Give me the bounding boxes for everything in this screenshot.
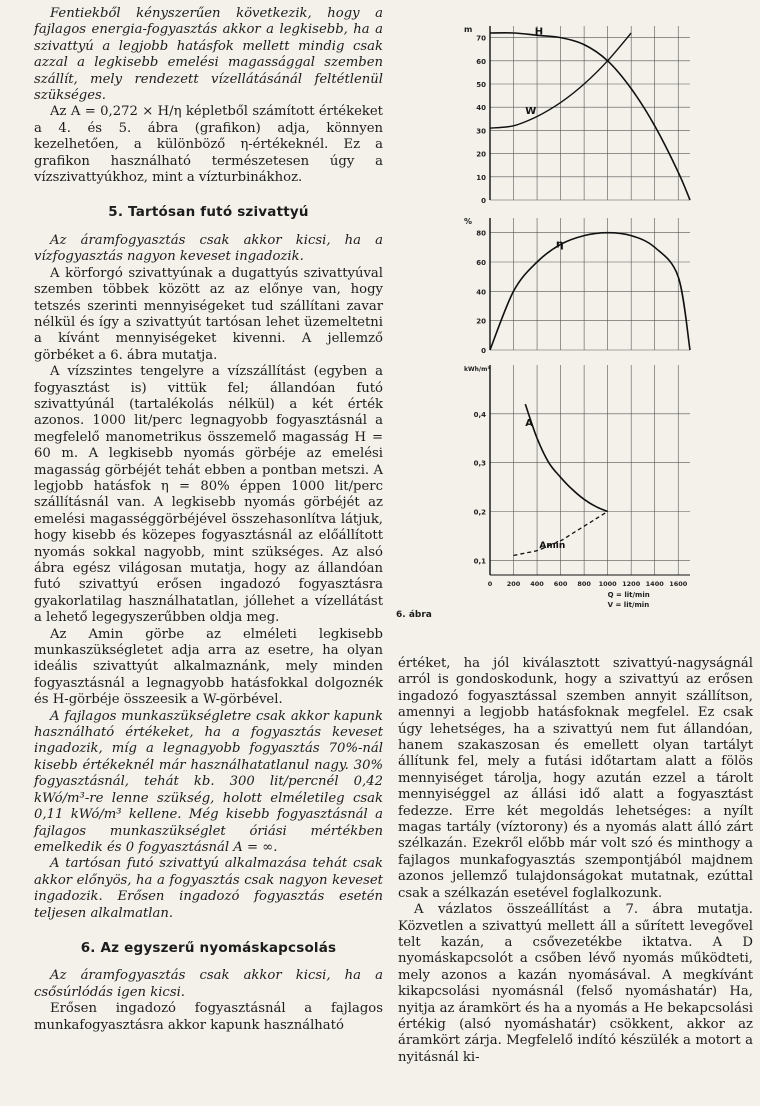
- x-axis-label-q: Q = lit/min: [607, 591, 650, 599]
- figure-6-chart: [455, 20, 755, 620]
- section-heading-5: 5. Tartósan futó szivattyú: [108, 204, 309, 221]
- paragraph-continued: értéket, ha jól kiválasztott szivattyú-nagyságnál arról is gondoskodunk, hogy a szivattyú az erősen ingadozó fogyasztással szemben annyit szállítson, amennyi a legjobb hatásfoknak megfelel. Ez csak úgy lehetséges, ha a szivattyú nem fut állandóan, hanem szakaszosan és emellett olyan tartályt állítunk fel, mely a futási időtartam alatt a fölös mennyiséget tárolja, hogy azután ezzel a tárolt mennyiséggel az állási idő alatt a fogyasztást fedezze. Erre két megoldás lehetséges: a nyílt magas tartály (víztorony) és a nyomás alatt álló zárt szélkazán. Ezekről előbb már volt szó és minthogy a fajlagos munkafogyasztás szempontjából majdnem azonos jellemző tulajdonságokat mutatnak, ezúttal csak a szélkazán esetével foglalkozunk.: [398, 656, 753, 901]
- section-5-paragraph-5: A tartósan futó szivattyú alkalmazása tehát csak akkor előnyös, ha a fogyasztás csak nagyon keveset ingadozik. Erősen ingadozó fogyasztás esetén teljesen alkalmatlan.: [34, 856, 383, 921]
- paragraph-intro: Fentiekből kényszerűen következik, hogy a fajlagos energia-fogyasztás akkor a legkisebb, ha a szivattyú a legjobb hatásfok mellett mindig csak azzal a legkisebb emelési magassággal szemben szállít, mely rendezett vízellátásánál feltétlenül szükséges.: [34, 6, 383, 104]
- section-5-paragraph-3: Az Amin görbe az elméleti legkisebb munkaszükségletet adja arra az esetre, ha olyan ideális szivattyút alkalmaznánk, mely minden fogyasztásnál a legnagyobb hatásfokkal dolgoznék és H-görbéje összeesik a W-görbével.: [34, 626, 383, 708]
- section-5-paragraph-2: A vízszintes tengelyre a vízszállítást (egyben a fogyasztást is) vittük fel; állandóan futó szivattyúnál (tartalékolás nélkül) a két érték azonos. 1000 lit/perc legnagyobb fogyasztásnál a megfelelő manometrikus összemelő magasság H = 60 m. A legkisebb nyomás görbéje az emelési magasság görbéjét tehát ebben a pontban metszi. A legjobb hatásfok η = 80% éppen 1000 lit/perc szállításnál van. A legkisebb nyomás görbéjét az emelési magasséggörbéjével összehasonlítva látjuk, hogy kisebb és közepes fogyasztásnál az előállított nyomás sokkal nagyobb, mint szükséges. Az alsó ábra egész világosan mutatja, hogy az állandóan futó szivattyú erősen ingadozó fogyasztásra gyakorlatilag használhatatlan, jóllehet a vízellátást a lehető legegyszerűbben oldja meg.: [34, 364, 383, 626]
- x-tick-label-6: 1200: [622, 580, 641, 588]
- curve-H: [490, 33, 690, 200]
- y-tick-label-mid-4: 0: [481, 347, 486, 355]
- section-5-lead: Az áramfogyasztás csak akkor kicsi, ha a vízfogyasztás nagyon keveset ingadozik.: [34, 232, 383, 265]
- section-6-lead: Az áramfogyasztás csak akkor kicsi, ha a csősúrlódás igen kicsi.: [34, 968, 383, 1000]
- y-tick-label-mid-2: 40: [476, 288, 486, 297]
- curve-A: [525, 404, 607, 511]
- y-tick-label-mid-3: 20: [476, 317, 486, 326]
- section-5-paragraph-1: A körforgó szivattyúnak a dugattyús szivattyúval szemben többek között az az előnye van, hogy tetszés szerinti mennyiségeket tud szállítani zavar nélkül és így a szivattyút tartósan lehet üzemeltetni a kívánt mennyiségeket kivenni. A jellemző görbéket a 6. ábra mutatja.: [34, 265, 383, 363]
- label-eta: η: [555, 237, 564, 251]
- x-tick-label-0: 0: [487, 580, 493, 588]
- y-tick-label-top-0: 70: [476, 34, 486, 43]
- label-Amin: Amin: [539, 541, 566, 552]
- section-heading-6: 6. Az egyszerű nyomáskapcsolás: [80, 939, 337, 956]
- right-column: [398, 656, 753, 1066]
- label-W: W: [525, 106, 537, 118]
- y-tick-label-bot-2: 0,2: [473, 508, 486, 517]
- paragraph-2: A vázlatos összeállítást a 7. ábra mutatja. Közvetlen a szivattyú mellett áll a sűrített levegővel telt kazán, a csővezetékbe iktatva. A D nyomáskapcsolót a csőben lévő nyomás működteti, mely azonos a kazán nyomásával. A megkívánt kikapcsolási nyomásnál (felső nyomáshatár) Ha, nyitja az áramkört és ha a nyomás a He bekapcsolási értékig (alsó nyomáshatár) csökkent, akkor az áramkört zárja. Megfelelő indító készülék a motort a nyitásnál ki-: [398, 902, 753, 1065]
- section-5-paragraph-4: A fajlagos munkaszükségletre csak akkor kapunk használható értékeket, ha a fogyasztás keveset ingadozik, míg a legnagyobb fogyasztás 70%-nál kisebb értékeknél már használhatatlanul nagy. 30% fogyasztásnál, tehát kb. 300 lit/percnél 0,42 kWó/m³-re lenne szükség, holott elméletileg csak 0,11 kWó/m³ kellene. Még kisebb fogyasztásnál a fajlagos munkaszükséglet óriási mértékben emelkedik és 0 fogyasztásnál A = ∞.: [34, 708, 383, 855]
- y-tick-label-bot-3: 0,1: [473, 557, 486, 566]
- y-tick-label-mid-0: 80: [476, 229, 486, 238]
- y-tick-label-bot-1: 0,3: [473, 459, 486, 468]
- y-unit-top: m: [464, 25, 473, 34]
- x-axis-label-v: V = lit/min: [607, 601, 650, 609]
- paragraph-formula: Az A = 0,272 × H/η képletből számított értékeket a 4. és 5. ábra (grafikon) adja, könnyen kezelhetően, a különböző η-értékeknél. Ez a grafikon használható természetesen úgy a vízszivattyúkhoz, mint a vízturbinákhoz.: [34, 104, 383, 186]
- y-tick-label-top-4: 30: [476, 127, 486, 136]
- y-tick-label-top-5: 20: [476, 150, 486, 159]
- y-tick-label-top-7: 0: [481, 197, 486, 205]
- x-tick-label-2: 400: [530, 580, 544, 588]
- x-tick-label-1: 200: [506, 580, 521, 588]
- x-tick-label-7: 1400: [645, 580, 664, 588]
- x-tick-label-8: 1600: [669, 580, 688, 588]
- label-A: A: [525, 418, 534, 430]
- left-column: [34, 6, 383, 1034]
- y-tick-label-top-6: 10: [476, 173, 486, 182]
- y-tick-label-top-1: 60: [476, 57, 486, 66]
- y-tick-label-top-2: 50: [476, 81, 486, 89]
- y-tick-label-bot-0: 0,4: [473, 410, 486, 419]
- label-H: H: [534, 26, 544, 38]
- y-unit-bot: kWh/m³: [464, 366, 490, 373]
- x-tick-label-5: 1000: [598, 580, 617, 588]
- x-tick-label-4: 800: [577, 580, 591, 588]
- figure-caption: 6. ábra: [396, 610, 432, 620]
- section-6-paragraph-1: Erősen ingadozó fogyasztásnál a fajlagos munkafogyasztásra akkor kapunk használható: [34, 1001, 383, 1033]
- x-tick-label-3: 600: [553, 580, 568, 588]
- y-tick-label-top-3: 40: [476, 104, 486, 113]
- y-tick-label-mid-1: 60: [476, 259, 486, 267]
- y-unit-mid: %: [464, 217, 473, 226]
